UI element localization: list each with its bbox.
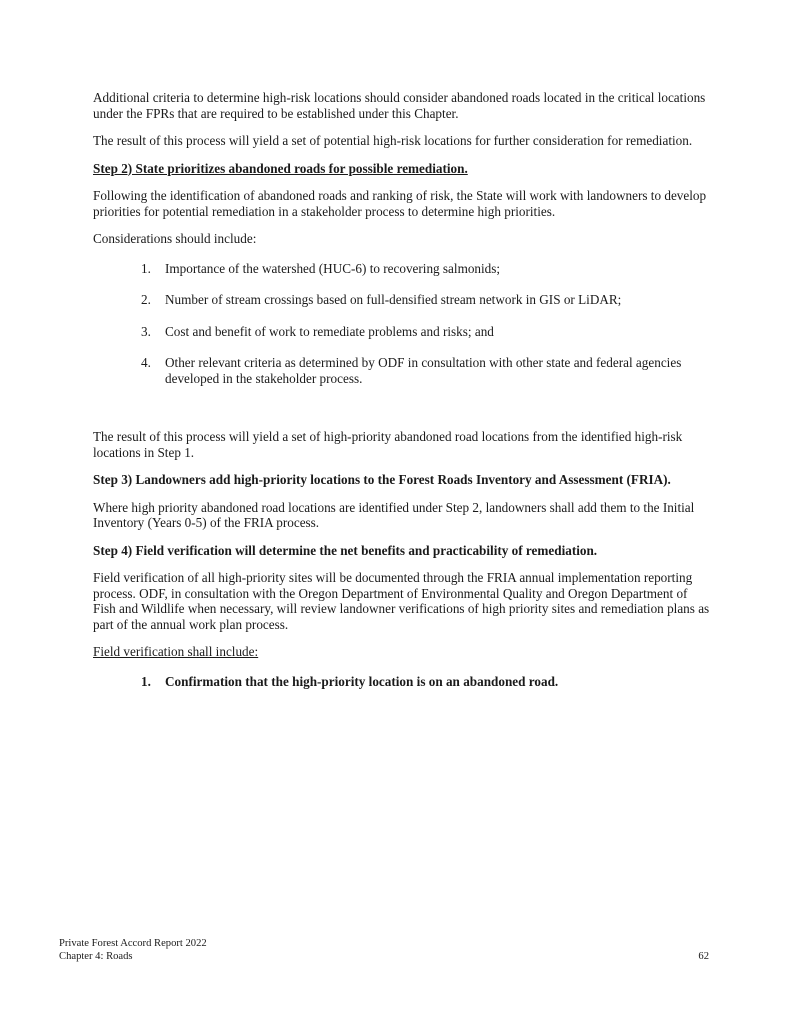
list-item xyxy=(93,292,713,308)
paragraph-result-1: The result of this process will yield a set of potential high-risk locations for further consideration for remediation. xyxy=(93,133,693,148)
considerations-list xyxy=(93,261,713,387)
paragraph-additional-criteria: Additional criteria to determine high-risk locations should consider abandoned roads located in the critical locations under the FPRs that are required to be established under this Chapter. xyxy=(93,90,706,121)
list-item xyxy=(93,355,713,386)
list-item-text: Confirmation that the high-priority location is on an abandoned road. xyxy=(165,673,559,689)
document-body xyxy=(93,90,713,689)
paragraph-field-verification: Field verification of all high-priority sites will be documented through the FRIA annual implementation reporting process. ODF, in consultation with the Oregon Department of Environmental Quality and Oregon Department of Fish and Wildlife when necessary, will review landowner verifications of high priority sites and remediation plans as part of the annual work plan process. xyxy=(93,570,710,632)
paragraph-where: Where high priority abandoned road locations are identified under Step 2, landowners shall add them to the Initial Inventory (Years 0-5) of the FRIA process. xyxy=(93,499,695,530)
step2-heading: Step 2) State prioritizes abandoned roads for possible remediation. xyxy=(93,160,468,176)
footer-chapter: Chapter 4: Roads xyxy=(59,950,133,962)
list-item-text: Other relevant criteria as determined by ODF in consultation with other state and federal agencies developed in the stakeholder process. xyxy=(165,355,682,386)
verification-list xyxy=(93,674,713,690)
step4-heading: Step 4) Field verification will determine the net benefits and practicability of remediation. xyxy=(93,542,598,558)
paragraph-following: Following the identification of abandoned roads and ranking of risk, the State will work with landowners to develop priorities for potential remediation in a stakeholder process to determine high priorities. xyxy=(93,188,707,219)
list-item-number: 4. xyxy=(141,355,151,370)
paragraph-result-2: The result of this process will yield a set of high-priority abandoned road locations from the identified high-risk locations in Step 1. xyxy=(93,429,683,460)
list-item-number: 3. xyxy=(141,323,151,339)
list-item-number: 1. xyxy=(141,673,151,689)
considerations-intro: Considerations should include: xyxy=(93,231,257,246)
list-item xyxy=(93,261,713,277)
list-item-number: 2. xyxy=(141,292,151,307)
list-item-text: Number of stream crossings based on full-densified stream network in GIS or LiDAR; xyxy=(165,292,622,307)
list-item-text: Importance of the watershed (HUC-6) to recovering salmonids; xyxy=(165,260,501,276)
footer-report-title: Private Forest Accord Report 2022 xyxy=(59,938,207,949)
list-item xyxy=(93,674,713,690)
list-item-number: 1. xyxy=(141,260,151,276)
field-verification-label: Field verification shall include: xyxy=(93,644,259,659)
step3-heading: Step 3) Landowners add high-priority locations to the Forest Roads Inventory and Assessment (FRIA). xyxy=(93,472,671,487)
list-item xyxy=(93,324,713,340)
list-item-text: Cost and benefit of work to remediate problems and risks; and xyxy=(165,323,494,339)
page-number: 62 xyxy=(698,950,709,962)
page-footer xyxy=(59,938,709,963)
